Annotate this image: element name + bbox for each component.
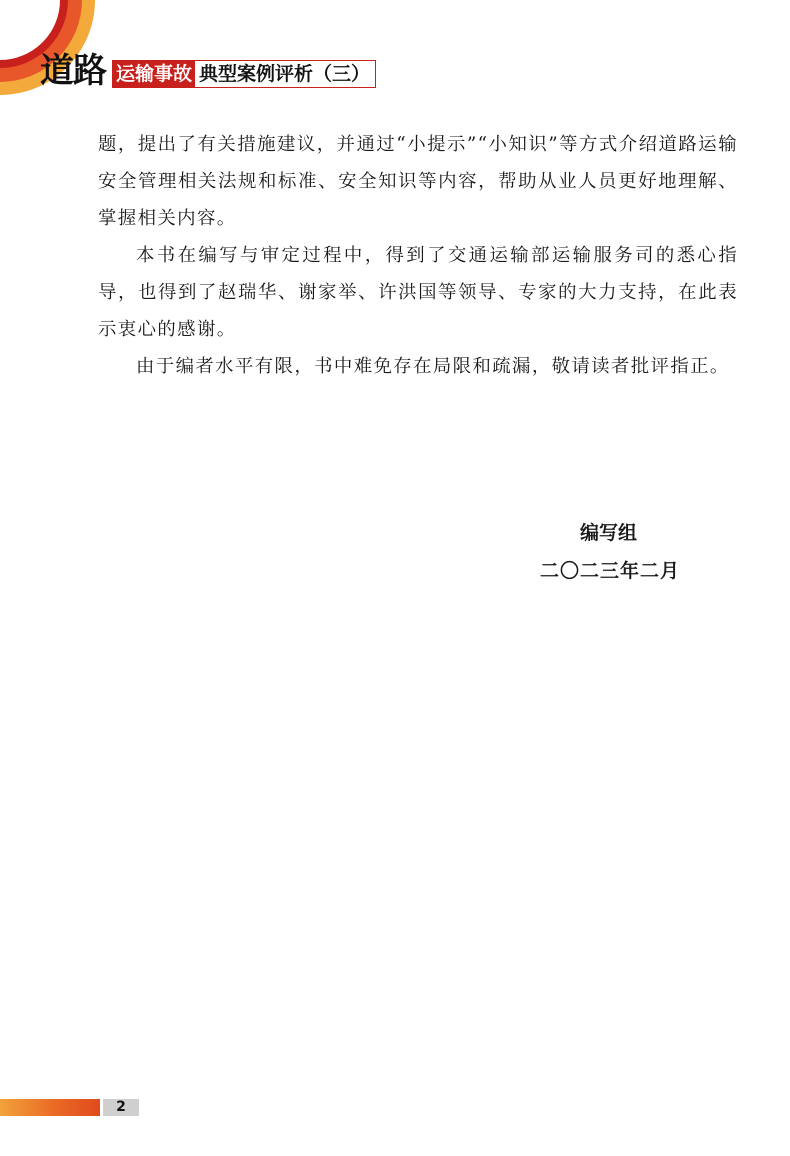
footer-decoration-bar <box>0 1099 100 1116</box>
header-title-main: 道路 <box>40 51 106 91</box>
paragraph: 题，提出了有关措施建议，并通过“小提示”“小知识”等方式介绍道路运输安全管理相关法规和标准、安全知识等内容，帮助从业人员更好地理解、掌握相关内容。 <box>98 134 738 229</box>
paragraph: 由于编者水平有限，书中难免存在局限和疏漏，敬请读者批评指正。 <box>136 356 730 377</box>
paragraph: 本书在编写与审定过程中，得到了交通运输部运输服务司的悉心指导，也得到了赵瑞华、谢家举、许洪国等领导、专家的大力支持，在此表示衷心的感谢。 <box>98 245 738 340</box>
running-header <box>40 50 376 92</box>
body-text <box>98 126 738 385</box>
signature-org: 编写组 <box>580 522 638 544</box>
header-title-rest: 典型案例评析（三） <box>195 61 375 87</box>
page-number: 2 <box>103 1099 139 1116</box>
header-title-box <box>112 60 376 88</box>
header-title-highlight: 运输事故 <box>113 61 195 87</box>
signature-date: 二〇二三年二月 <box>540 560 681 582</box>
